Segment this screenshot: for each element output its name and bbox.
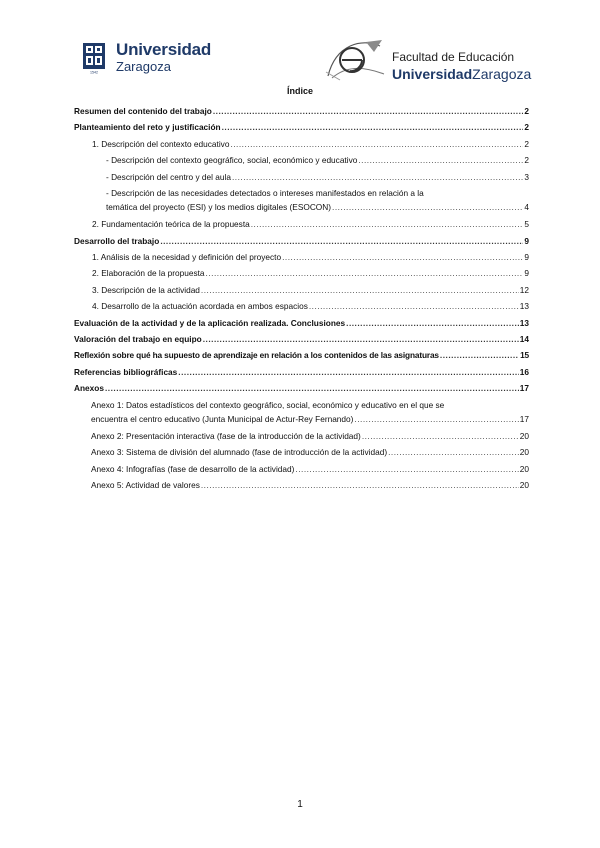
toc-entry[interactable]	[74, 122, 529, 133]
toc-entry-title-line2: temática del proyecto (ESI) y los medios digitales (ESOCON)	[106, 202, 332, 212]
toc-leader	[230, 139, 523, 150]
toc-entry[interactable]	[92, 301, 529, 312]
toc-leader	[388, 447, 519, 458]
toc-leader	[213, 106, 524, 117]
toc-leader	[354, 414, 518, 425]
toc-entry[interactable]	[74, 367, 529, 378]
toc-entry-page: 4	[524, 202, 529, 212]
toc-entry-page: 9	[524, 268, 529, 278]
toc-entry-title-line1[interactable]: - Descripción de las necesidades detectados o intereses manifestados en relación a la	[106, 188, 424, 198]
toc-entry[interactable]	[74, 350, 529, 361]
toc-leader	[222, 122, 524, 133]
toc-entry-page: 2	[524, 106, 529, 116]
toc-entry-title: 1. Análisis de la necesidad y definición del proyecto	[92, 252, 282, 262]
toc-leader	[282, 252, 523, 263]
toc-entry-title: 4. Desarrollo de la actuación acordada en ambos espacios	[92, 301, 308, 311]
toc-entry-page: 20	[519, 431, 529, 441]
toc-entry[interactable]	[92, 252, 529, 263]
toc-entry-title: Anexo 3: Sistema de división del alumnado (fase de introducción de la actividad)	[91, 447, 388, 457]
toc-entry-page: 20	[519, 480, 529, 490]
toc-entry-page: 5	[524, 219, 529, 229]
toc-entry-page: 9	[524, 252, 529, 262]
toc-entry[interactable]	[91, 414, 529, 425]
toc-entry-title: Reflexión sobre qué ha supuesto de aprendizaje en relación a los contenidos de las asignaturas	[74, 350, 439, 360]
toc-entry-page: 17	[519, 383, 529, 393]
toc-entry[interactable]	[91, 480, 529, 491]
toc-entry-title: Desarrollo del trabajo	[74, 236, 160, 246]
toc-entry-title-line1[interactable]: Anexo 1: Datos estadísticos del contexto geográfico, social, económico y educativo en el que se	[91, 400, 445, 410]
toc-entry[interactable]	[74, 106, 529, 117]
toc-entry-title: Anexo 5: Actividad de valores	[91, 480, 200, 490]
toc-entry-title: Planteamiento del reto y justificación	[74, 122, 221, 132]
toc-entry[interactable]	[92, 219, 529, 230]
toc-entry-page: 17	[519, 414, 529, 424]
toc-entry-title-line2: encuentra el centro educativo (Junta Municipal de Actur-Rey Fernando)	[91, 414, 354, 424]
toc-leader	[295, 464, 518, 475]
toc-entry-page: 13	[519, 301, 529, 311]
university-logo	[82, 40, 222, 80]
toc-entry[interactable]	[92, 285, 529, 296]
toc-entry-title: 2. Elaboración de la propuesta	[92, 268, 205, 278]
toc-entry-title: 3. Descripción de la actividad	[92, 285, 200, 295]
faculty-emblem-icon	[322, 36, 388, 82]
toc-entry[interactable]	[74, 383, 529, 394]
toc-entry-page: 2	[524, 155, 529, 165]
toc-entry-title: Anexo 4: Infografías (fase de desarrollo de la actividad)	[91, 464, 295, 474]
toc-entry-title: Evaluación de la actividad y de la aplicación realizada. Conclusiones	[74, 318, 346, 328]
toc-entry-page: 12	[519, 285, 529, 295]
toc-entry[interactable]	[106, 155, 529, 166]
toc-entry-page: 14	[519, 334, 529, 344]
toc-entry-title: Referencias bibliográficas	[74, 367, 178, 377]
toc-entry-title: 1. Descripción del contexto educativo	[92, 139, 230, 149]
toc-entry[interactable]	[91, 447, 529, 458]
toc-entry[interactable]	[74, 236, 529, 247]
toc-entry-page: 9	[524, 236, 529, 246]
faculty-logo	[322, 36, 532, 86]
toc-entry-title: - Descripción del centro y del aula	[106, 172, 231, 182]
university-city: Zaragoza	[116, 59, 171, 74]
toc-entry[interactable]	[74, 318, 529, 329]
toc-leader	[206, 268, 524, 279]
toc-leader	[105, 383, 519, 394]
toc-entry[interactable]	[106, 172, 529, 183]
toc-entry-title: Valoración del trabajo en equipo	[74, 334, 202, 344]
toc-leader	[203, 334, 519, 345]
toc-entry[interactable]	[91, 431, 529, 442]
toc-leader	[178, 367, 518, 378]
faculty-university-regular: Zaragoza	[472, 66, 532, 82]
faculty-university-bold: Universidad	[392, 66, 473, 82]
toc-entry-title: Resumen del contenido del trabajo	[74, 106, 212, 116]
university-name: Universidad	[116, 40, 212, 59]
toc-entry-title: Anexos	[74, 383, 104, 393]
toc-entry-title: - Descripción del contexto geográfico, social, económico y educativo	[106, 155, 358, 165]
toc-entry-page: 15	[520, 350, 529, 360]
university-crest-icon	[82, 42, 106, 74]
toc-leader	[362, 431, 519, 442]
toc-entry-page: 2	[524, 139, 529, 149]
toc-leader	[440, 350, 519, 361]
toc-entry-title: Anexo 2: Presentación interactiva (fase de la introducción de la actividad)	[91, 431, 361, 441]
toc-entry[interactable]	[74, 334, 529, 345]
toc-leader	[160, 236, 523, 247]
toc-leader	[332, 202, 523, 213]
toc-entry[interactable]	[92, 139, 529, 150]
toc-entry[interactable]	[91, 464, 529, 475]
page-number: 1	[297, 799, 303, 810]
toc-entry-title: 2. Fundamentación teórica de la propuesta	[92, 219, 250, 229]
crest-caption: 1542	[90, 70, 98, 74]
toc-entry-page: 20	[519, 447, 529, 457]
toc-leader	[201, 285, 519, 296]
toc-leader	[251, 219, 524, 230]
toc-entry-page: 3	[524, 172, 529, 182]
faculty-university-name	[392, 66, 531, 82]
faculty-title: Facultad de Educación	[392, 50, 515, 64]
toc-leader	[346, 318, 519, 329]
toc-entry[interactable]	[106, 202, 529, 213]
toc-entry-page: 2	[524, 122, 529, 132]
toc-leader	[201, 480, 519, 491]
toc-leader	[309, 301, 519, 312]
toc-leader	[358, 155, 523, 166]
toc-leader	[232, 172, 523, 183]
toc-entry-page: 13	[519, 318, 529, 328]
toc-entry[interactable]	[92, 268, 529, 279]
toc-entry-page: 16	[519, 367, 529, 377]
toc-entry-page: 20	[519, 464, 529, 474]
index-title: Índice	[286, 86, 313, 96]
